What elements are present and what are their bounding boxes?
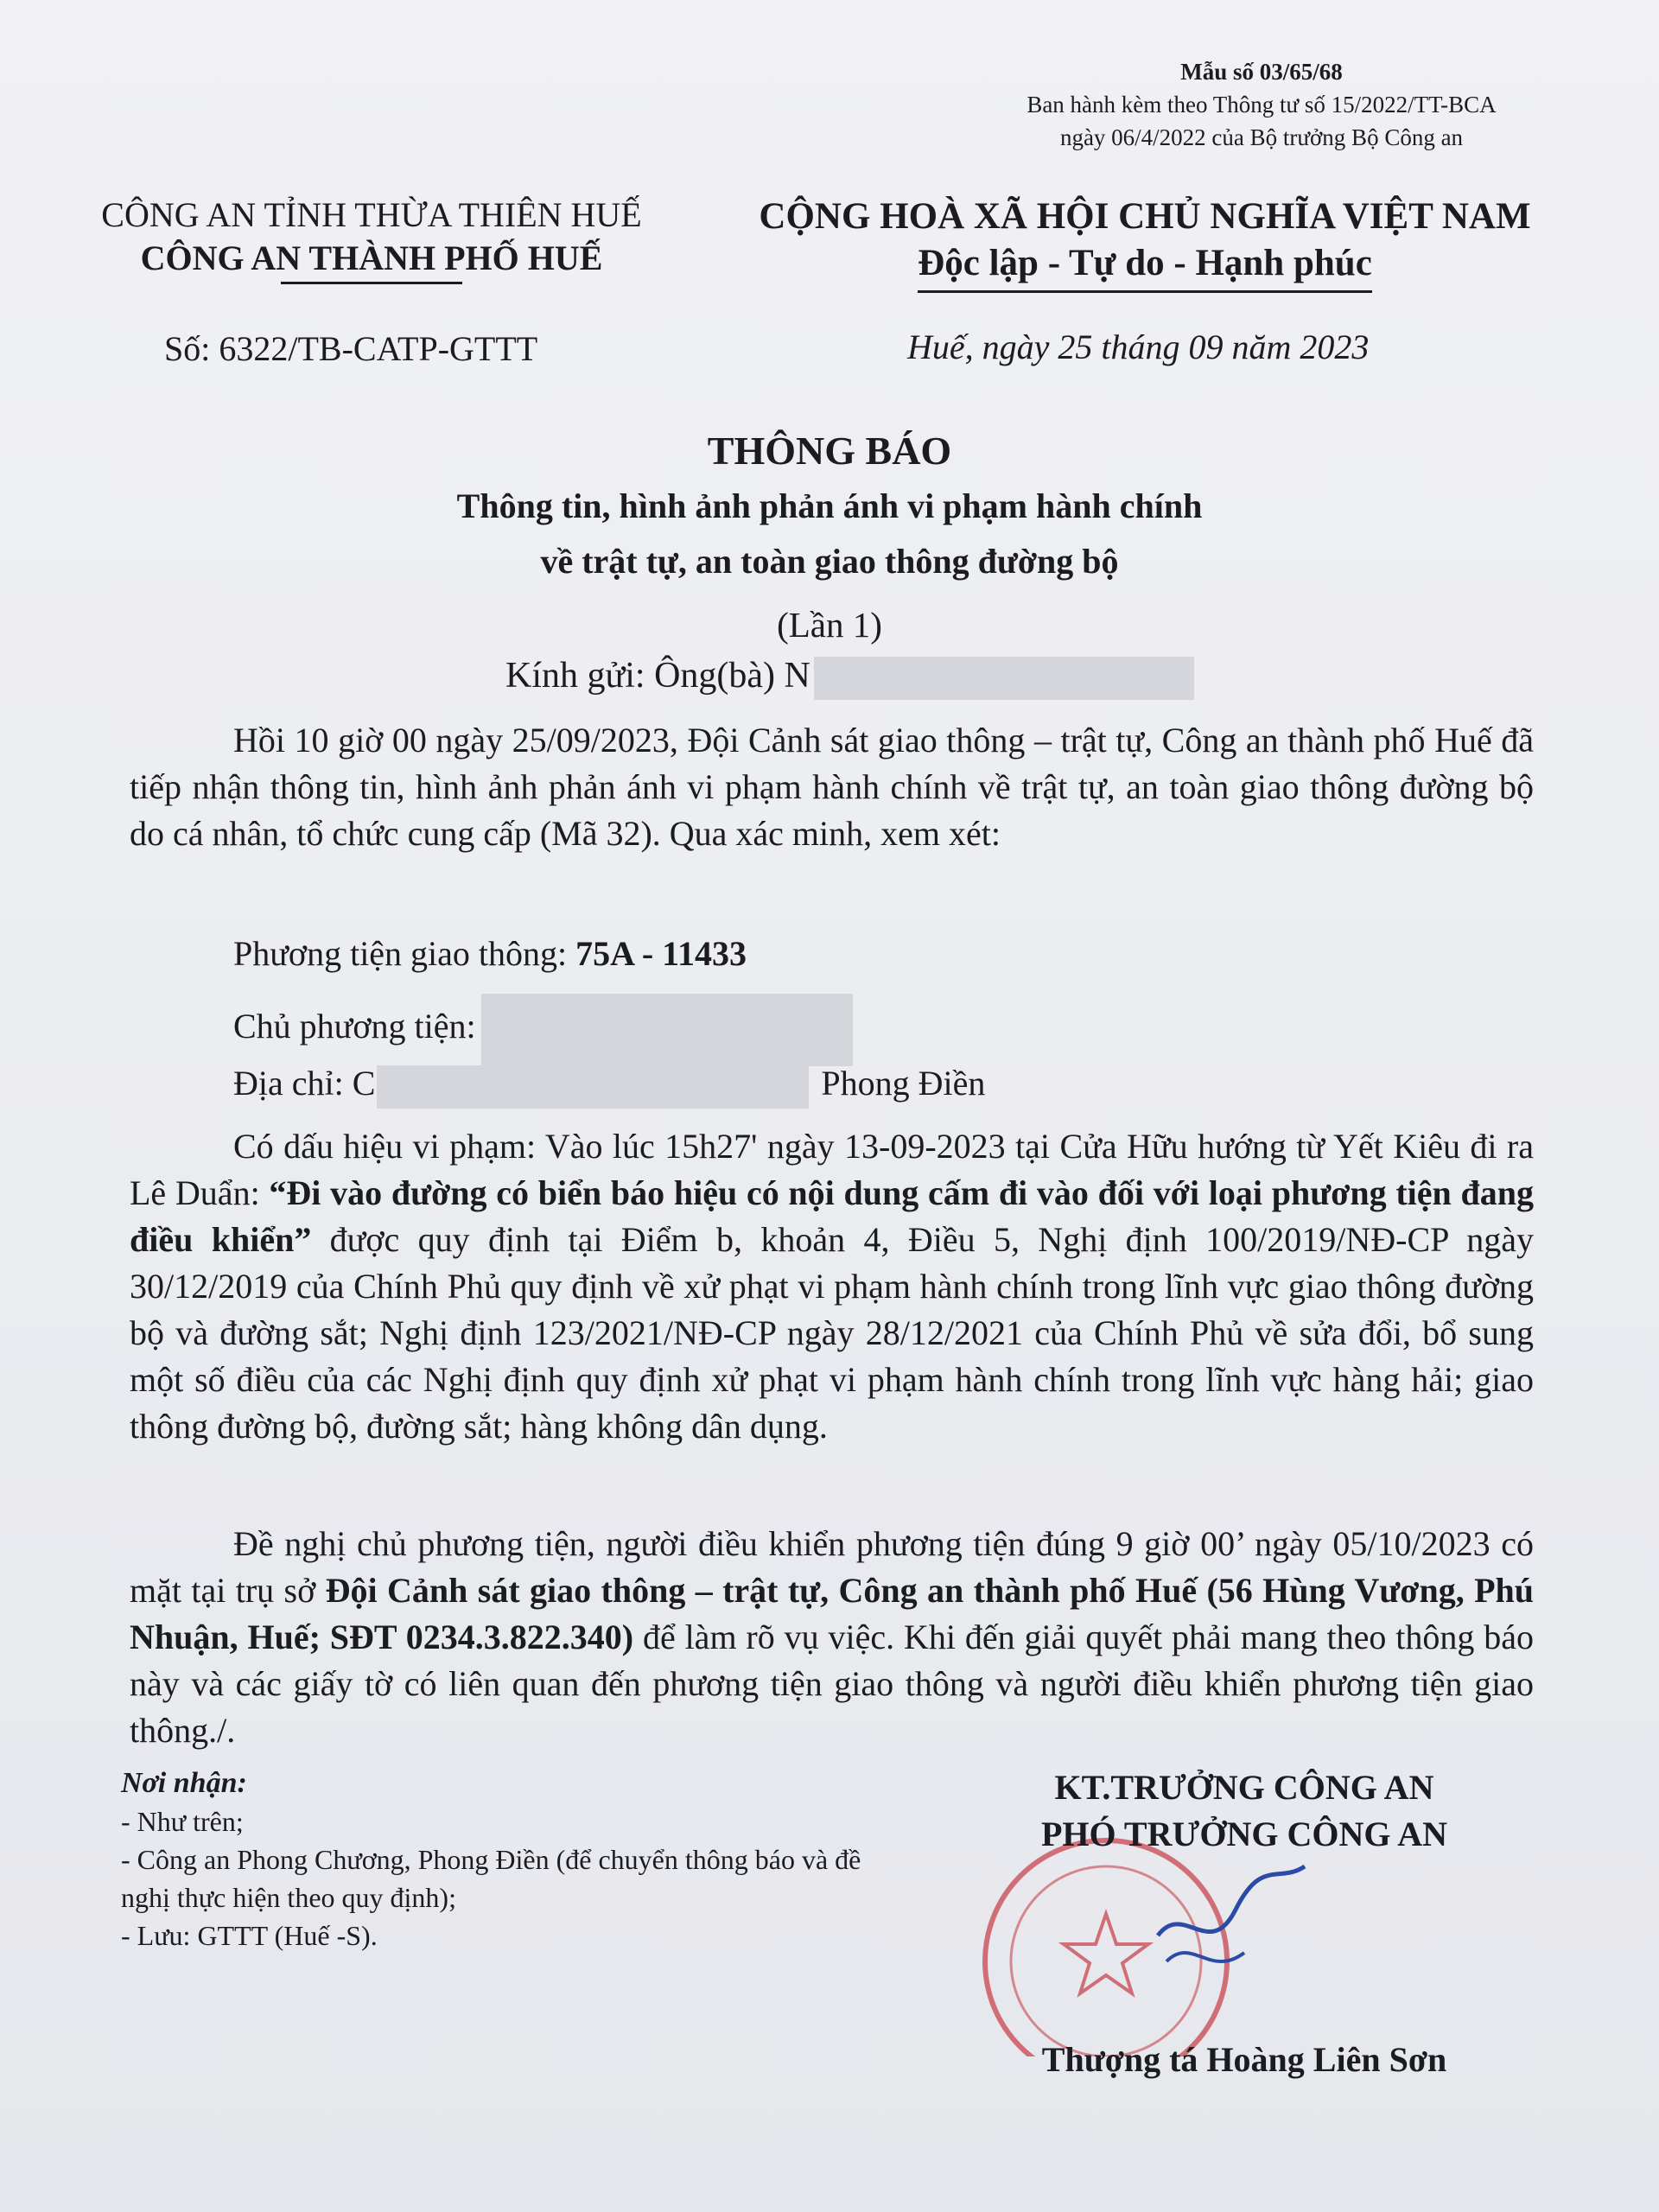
violation-paragraph [130,1123,1534,1450]
notice-title-block [0,423,1659,653]
redacted-name [814,657,1194,700]
notice-title: THÔNG BÁO [707,429,952,473]
owner-line [233,994,853,1066]
address-fragment-end: Phong Điền [821,1064,986,1103]
signer-name: Thượng tá Hoàng Liên Sơn [1041,2040,1447,2079]
official-seal [950,1832,1313,2056]
form-issuance-date: ngày 06/4/2022 của Bộ trưởng Bộ Công an [1059,124,1464,150]
notice-subtitle-2: về trật tự, an toàn giao thông đường bộ [540,542,1119,581]
recipient-greeting [505,655,1194,700]
recipient-item: - Như trên; [121,1806,244,1837]
agency-underline [281,282,462,284]
signature-authority: KT.TRƯỞNG CÔNG AN [1054,1768,1434,1807]
greeting-name-fragment: N [784,656,810,696]
request-office: Đội Cảnh sát giao thông – trật tự, Công an thành phố Huế (56 Hùng Vương, Phú Nhuận, Huế; SĐT 0234.3.822.340) [130,1571,1534,1656]
form-reference [950,55,1573,154]
violation-legal-basis: được quy định tại Điểm b, khoản 4, Điều 5, Nghị định 100/2019/NĐ-CP ngày 30/12/2019 của Chính Phủ quy định về xử phạt vi phạm hành chính trong lĩnh vực giao thông đường bộ và đường sắt; Nghị định 123/2021/NĐ-CP ngày 28/12/2021 của Chính Phủ về sửa đổi, bổ sung một số điều của các Nghị định quy định xử phạt vi phạm hành chính trong lĩnh vực hàng hải; giao thông đường bộ, đường sắt; hàng không dân dụng. [130,1220,1534,1446]
request-paragraph [130,1521,1534,1754]
vehicle-label: Phương tiện giao thông: [233,934,576,973]
address-label: Địa chỉ: [233,1064,353,1103]
recipients-block [121,1764,881,1955]
vehicle-line [233,933,747,974]
recipient-item: - Lưu: GTTT (Huế -S). [121,1920,378,1951]
redacted-owner [481,994,853,1066]
request-intro: Đề nghị chủ phương tiện, người điều khiển phương tiện đúng 9 giờ 00’ ngày 05/10/2023 có mặt tại trụ sở [130,1524,1534,1610]
signature-title: PHÓ TRƯỞNG CÔNG AN [1040,1815,1448,1853]
agency-header [52,194,691,284]
form-issuance-line: Ban hành kèm theo Thông tư số 15/2022/TT-BCA [1027,92,1497,118]
owner-label: Chủ phương tiện: [233,1007,476,1046]
recipient-item: - Công an Phong Chương, Phong Điền (để chuyển thông báo và đề nghị thực hiện theo quy định); [121,1844,861,1913]
violation-intro: Có dấu hiệu vi phạm: Vào lúc 15h27' ngày 13-09-2023 tại Cửa Hữu hướng từ Yết Kiêu đi ra Lê Duẩn: [130,1127,1534,1212]
signature-block [968,1764,1521,1858]
greeting-label: Kính gửi: Ông(bà) [505,656,785,696]
notice-subtitle-1: Thông tin, hình ảnh phản ánh vi phạm hành chính [456,486,1203,525]
document-number: Số: 6322/TB-CATP-GTTT [164,329,538,368]
agency-parent: CÔNG AN TỈNH THỪA THIÊN HUẾ [101,195,642,234]
place-date: Huế, ngày 25 tháng 09 năm 2023 [907,327,1370,366]
redacted-address [377,1065,809,1109]
nation-motto: Độc lập - Tự do - Hạnh phúc [918,240,1372,293]
request-instructions: để làm rõ vụ việc. Khi đến giải quyết phải mang theo thông báo này và các giấy tờ có liên quan đến phương tiện giao thông và người điều khiển phương tiện giao thông./. [130,1618,1534,1750]
address-line [233,1063,985,1109]
form-number: Mẫu số 03/65/68 [1180,59,1343,85]
national-header [743,194,1547,293]
agency-name: CÔNG AN THÀNH PHỐ HUẾ [140,238,603,277]
violation-description: “Đi vào đường có biển báo hiệu có nội dung cấm đi vào đối với loại phương tiện đang điều khiển” [130,1173,1534,1259]
vehicle-plate: 75A - 11433 [575,934,747,973]
notice-iteration: (Lần 1) [777,605,882,645]
recipients-heading: Nơi nhận: [121,1767,247,1799]
address-fragment-start: C [352,1064,376,1103]
nation-name: CỘNG HOÀ XÃ HỘI CHỦ NGHĨA VIỆT NAM [759,196,1531,237]
intro-paragraph: Hồi 10 giờ 00 ngày 25/09/2023, Đội Cảnh sát giao thông – trật tự, Công an thành phố Huế đã tiếp nhận thông tin, hình ảnh phản ánh vi phạm hành chính về trật tự, an toàn giao thông đường bộ do cá nhân, tổ chức cung cấp (Mã 32). Qua xác minh, xem xét: [130,721,1534,853]
